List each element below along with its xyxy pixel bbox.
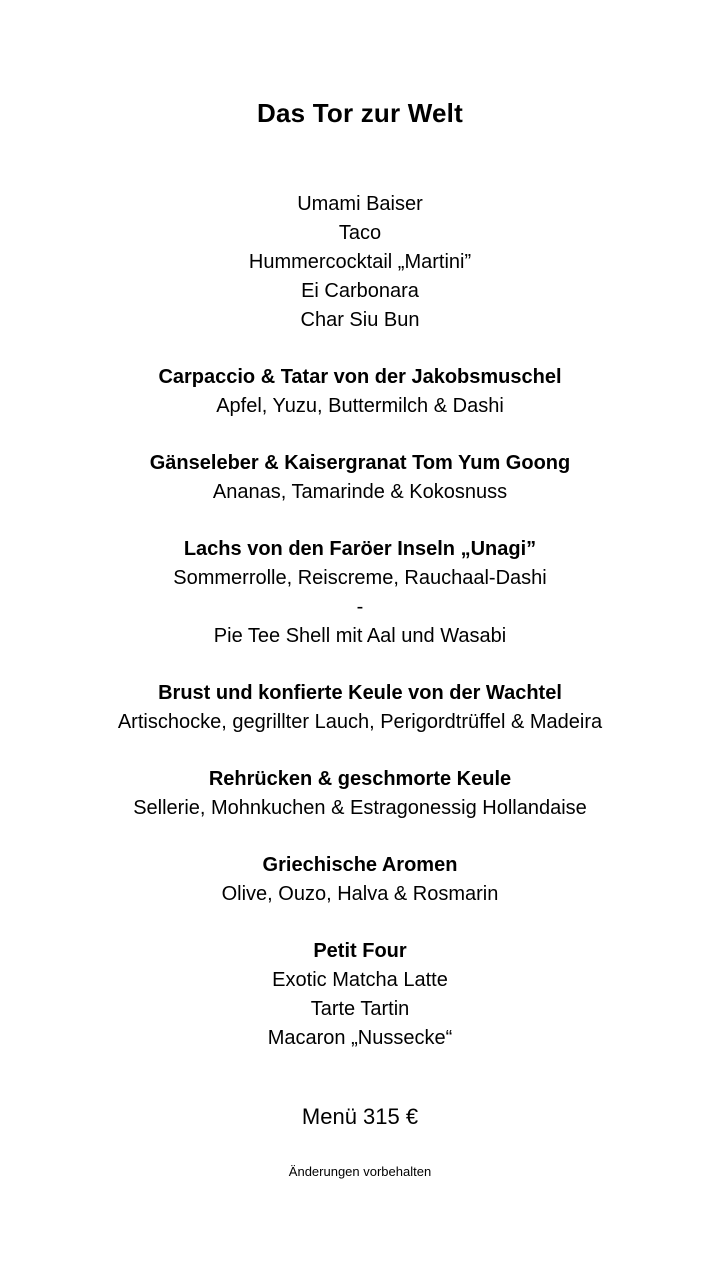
- changes-notice: Änderungen vorbehalten: [288, 1164, 432, 1179]
- menu-price: Menü 315 €: [301, 1104, 419, 1129]
- course-name: Rehrücken & geschmorte Keule: [208, 768, 512, 790]
- course-detail-separator: -: [356, 596, 364, 618]
- course-name: Carpaccio & Tatar von der Jakobsmuschel: [158, 366, 562, 388]
- course-name: Gänseleber & Kaisergranat Tom Yum Goong: [149, 452, 571, 474]
- course-salmon: [0, 535, 720, 651]
- amuse-item: Hummercocktail „Martini”: [248, 251, 472, 273]
- course-detail: Sommerrolle, Reiscreme, Rauchaal-Dashi: [173, 567, 547, 589]
- course-detail: Artischocke, gegrillter Lauch, Perigordtrüffel & Madeira: [117, 711, 603, 733]
- course-greek-aromas: [0, 851, 720, 909]
- course-detail: Pie Tee Shell mit Aal und Wasabi: [213, 625, 507, 647]
- course-detail: Olive, Ouzo, Halva & Rosmarin: [221, 883, 499, 905]
- course-detail: Tarte Tartin: [310, 998, 410, 1020]
- course-venison: [0, 765, 720, 823]
- menu-title: Das Tor zur Welt: [257, 98, 463, 128]
- course-detail: Sellerie, Mohnkuchen & Estragonessig Hollandaise: [133, 797, 587, 819]
- course-name: Lachs von den Faröer Inseln „Unagi”: [183, 538, 537, 560]
- course-quail: [0, 679, 720, 737]
- amuse-bouche-list: [0, 190, 720, 335]
- course-name: Petit Four: [313, 940, 407, 962]
- course-detail: Apfel, Yuzu, Buttermilch & Dashi: [216, 395, 504, 417]
- course-detail: Ananas, Tamarinde & Kokosnuss: [212, 481, 508, 503]
- course-petit-four: [0, 937, 720, 1053]
- course-name: Brust und konfierte Keule von der Wachtel: [158, 682, 562, 704]
- amuse-item: Taco: [338, 222, 382, 244]
- course-scallop: [0, 363, 720, 421]
- course-detail: Macaron „Nussecke“: [267, 1027, 453, 1049]
- amuse-item: Umami Baiser: [297, 193, 423, 215]
- course-foie-gras: [0, 449, 720, 507]
- amuse-item: Ei Carbonara: [301, 280, 419, 302]
- course-name: Griechische Aromen: [262, 854, 458, 876]
- course-detail: Exotic Matcha Latte: [272, 969, 448, 991]
- amuse-item: Char Siu Bun: [300, 309, 420, 331]
